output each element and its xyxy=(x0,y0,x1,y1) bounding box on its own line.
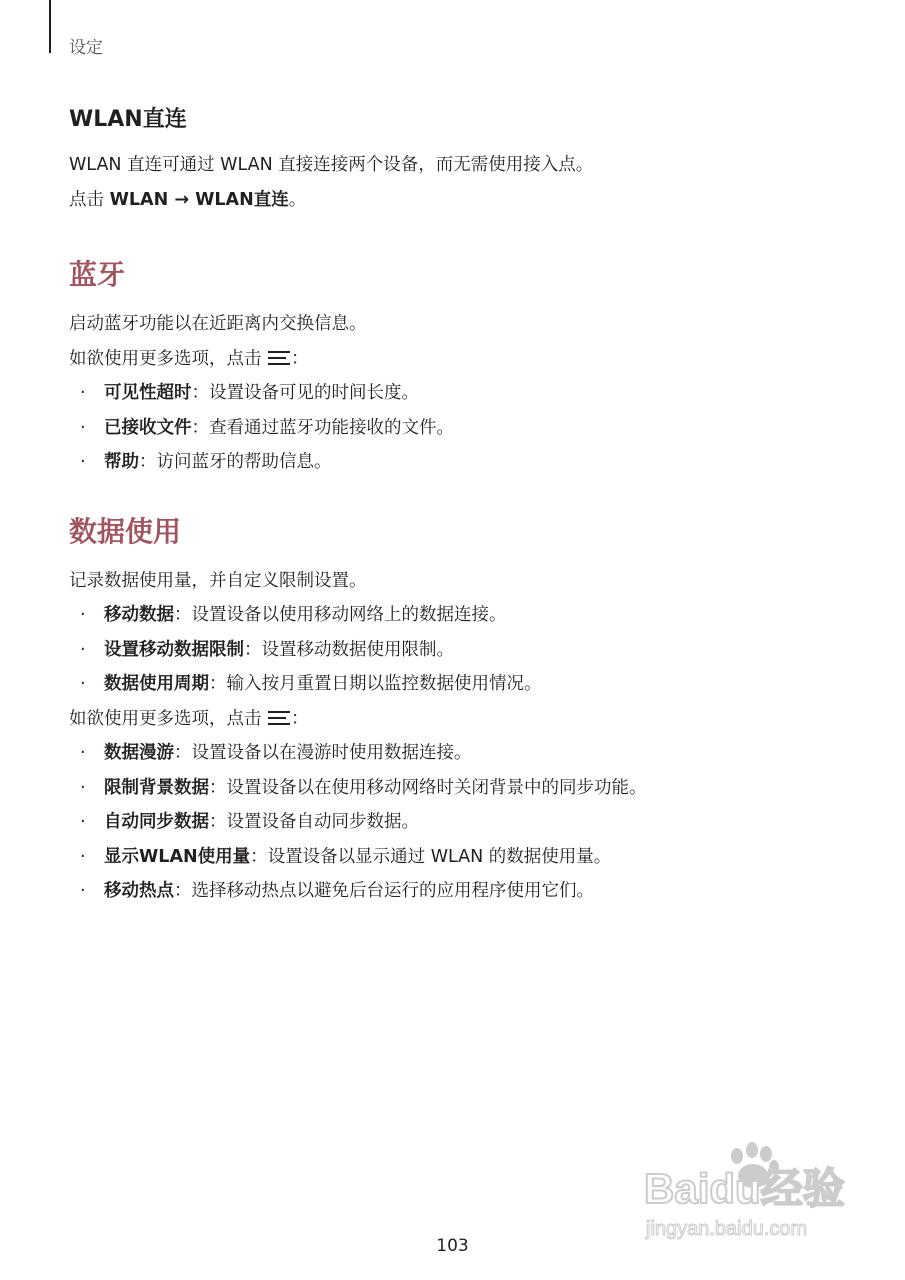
list-item xyxy=(69,445,869,480)
list-item xyxy=(69,805,869,840)
item-desc: ：输入按月重置日期以监控数据使用情况。 xyxy=(209,674,542,694)
list-item xyxy=(69,736,869,771)
instruction-prefix: 点击 xyxy=(69,189,110,210)
item-desc: ：设置设备以使用移动网络上的数据连接。 xyxy=(174,605,507,625)
item-desc: ：查看通过蓝牙功能接收的文件。 xyxy=(191,417,454,438)
item-desc: ：选择移动热点以避免后台运行的应用程序使用它们。 xyxy=(174,881,594,901)
menu-key-icon xyxy=(268,711,290,726)
data-usage-list xyxy=(69,598,869,702)
bluetooth-more-options xyxy=(69,342,869,377)
bullet-icon: · xyxy=(80,417,86,438)
data-usage-heading: 数据使用 xyxy=(69,514,182,548)
bullet-icon: · xyxy=(80,846,86,867)
data-usage-more-list xyxy=(69,736,869,909)
item-desc: ：设置设备可见的时间长度。 xyxy=(191,383,419,403)
item-term: 显示WLAN使用量 xyxy=(104,846,251,867)
list-item xyxy=(69,667,869,702)
item-term: 可见性超时 xyxy=(104,383,192,403)
list-item xyxy=(69,771,869,806)
menu-key-icon xyxy=(268,351,290,366)
item-term: 自动同步数据 xyxy=(104,812,209,832)
page-number: 103 xyxy=(436,1236,469,1256)
item-term: 移动数据 xyxy=(104,605,174,625)
bullet-icon: · xyxy=(80,777,86,798)
list-item xyxy=(69,411,869,446)
list-item xyxy=(69,633,869,668)
watermark-brand: Baidu经验 xyxy=(644,1165,845,1212)
item-desc: ：设置设备以在使用移动网络时关闭背景中的同步功能。 xyxy=(209,777,647,798)
item-term: 移动热点 xyxy=(104,881,174,901)
bullet-icon: · xyxy=(80,881,86,901)
watermark-url: jingyan.baidu.com xyxy=(646,1218,808,1240)
more-options-suffix: ： xyxy=(291,348,309,369)
item-desc: ：访问蓝牙的帮助信息。 xyxy=(139,452,332,472)
data-usage-more-options xyxy=(69,702,869,737)
wlan-direct-heading: WLAN直连 xyxy=(69,107,187,132)
list-item xyxy=(69,874,869,909)
bluetooth-heading: 蓝牙 xyxy=(69,258,126,291)
bluetooth-options-list xyxy=(69,376,869,480)
item-term: 数据漫游 xyxy=(104,743,174,763)
item-desc: ：设置设备以显示通过 WLAN 的数据使用量。 xyxy=(250,846,612,867)
list-item xyxy=(69,840,869,875)
item-term: 限制背景数据 xyxy=(104,777,209,798)
bullet-icon: · xyxy=(80,605,86,625)
more-options-prefix: 如欲使用更多选项，点击 xyxy=(69,348,268,369)
item-desc: ：设置设备以在漫游时使用数据连接。 xyxy=(174,743,472,763)
instruction-path: WLAN → WLAN直连 xyxy=(109,189,289,210)
bluetooth-description: 启动蓝牙功能以在近距离内交换信息。 xyxy=(69,314,367,334)
instruction-suffix: 。 xyxy=(288,189,307,210)
wlan-direct-instruction xyxy=(69,183,869,218)
item-desc: ：设置移动数据使用限制。 xyxy=(244,639,454,660)
bullet-icon: · xyxy=(80,639,86,660)
baidu-jingyan-watermark xyxy=(642,1140,852,1245)
item-term: 设置移动数据限制 xyxy=(104,639,244,660)
bullet-icon: · xyxy=(80,812,86,832)
more-options-prefix: 如欲使用更多选项，点击 xyxy=(69,708,268,729)
more-options-suffix: ： xyxy=(291,708,309,729)
running-title: 设定 xyxy=(69,38,103,58)
data-usage-description: 记录数据使用量，并自定义限制设置。 xyxy=(69,570,367,591)
item-desc: ：设置设备自动同步数据。 xyxy=(209,812,419,832)
item-term: 已接收文件 xyxy=(104,417,192,438)
bullet-icon: · xyxy=(80,383,86,403)
bullet-icon: · xyxy=(80,743,86,763)
header-rule xyxy=(49,0,51,53)
bullet-icon: · xyxy=(80,674,86,694)
list-item xyxy=(69,376,869,411)
page-content xyxy=(69,103,869,909)
item-term: 帮助 xyxy=(104,452,139,472)
item-term: 数据使用周期 xyxy=(104,674,209,694)
wlan-direct-description: WLAN 直连可通过 WLAN 直接连接两个设备，而无需使用接入点。 xyxy=(69,155,594,175)
bullet-icon: · xyxy=(80,452,86,472)
list-item xyxy=(69,598,869,633)
